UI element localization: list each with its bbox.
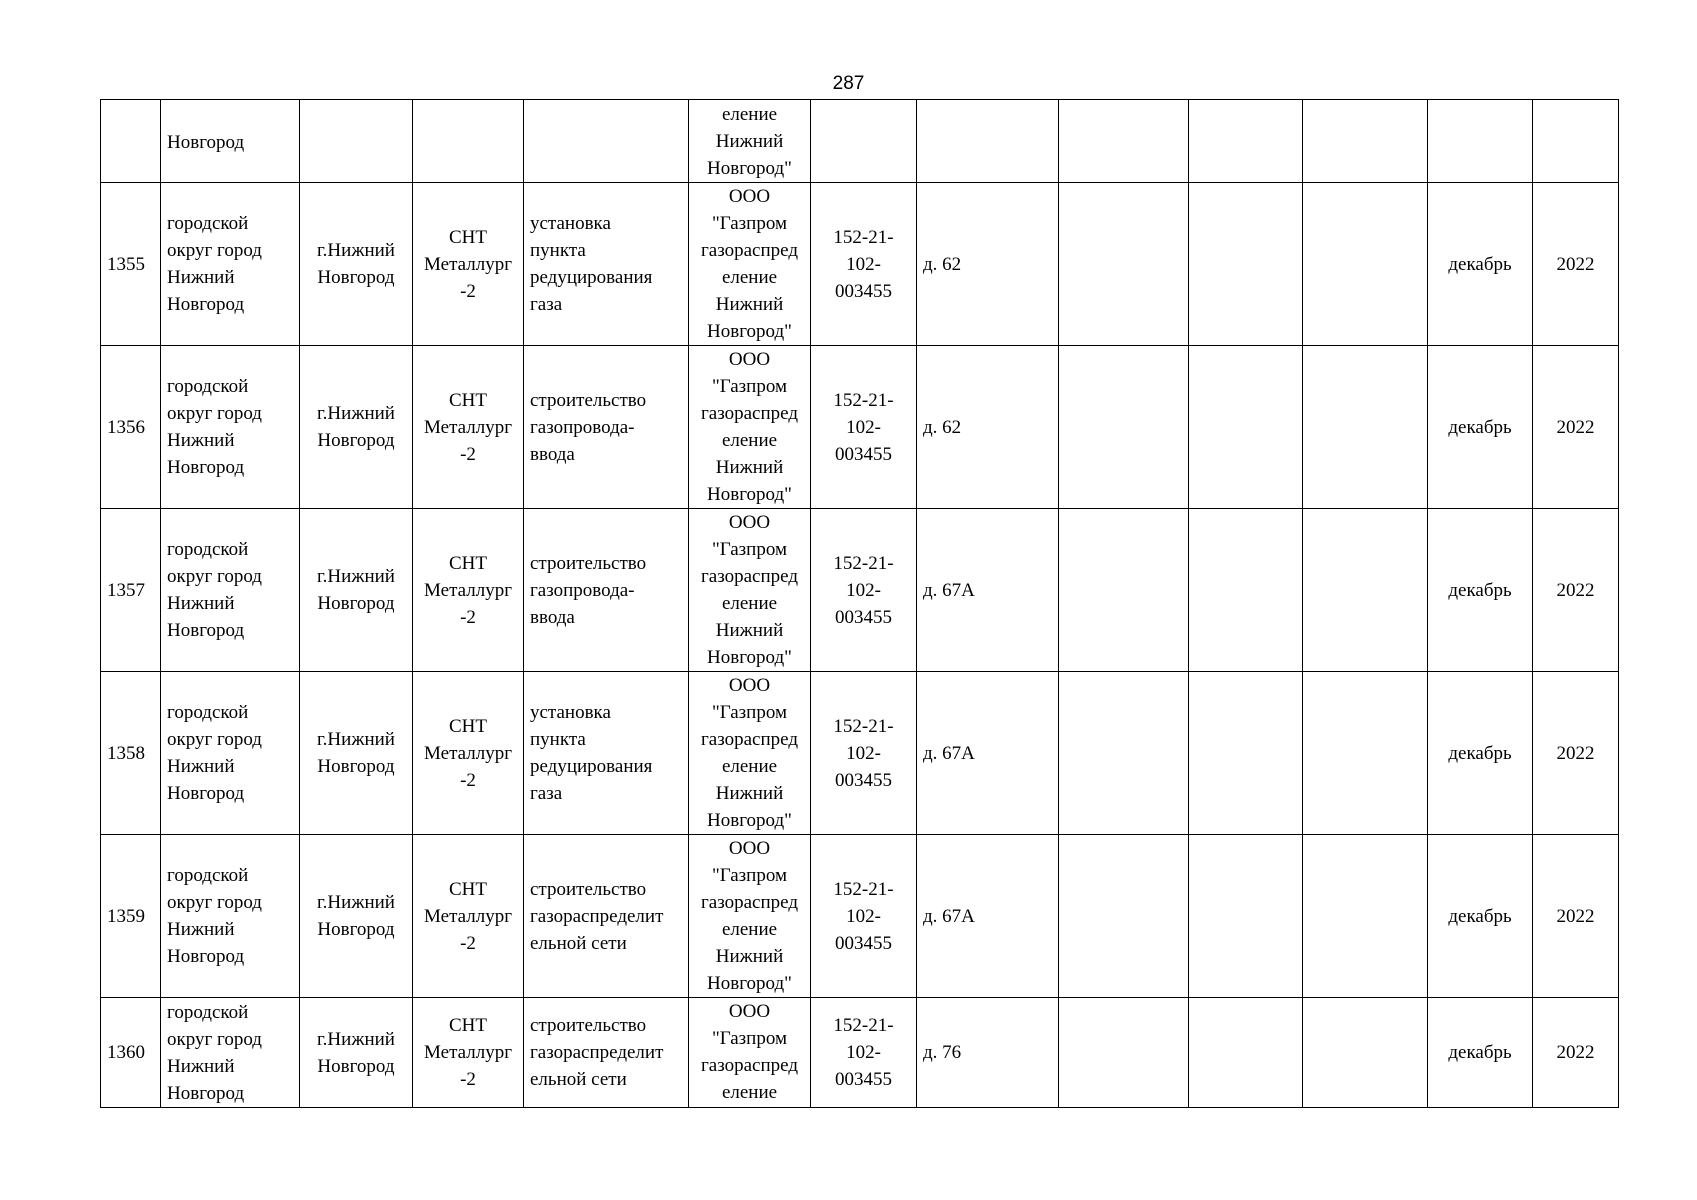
locality-text: г.Нижний Новгород xyxy=(317,566,395,614)
cell-year xyxy=(1533,998,1619,1108)
territory-text: городской округ город Нижний Новгород xyxy=(167,213,262,315)
year-text: 2022 xyxy=(1556,905,1595,927)
table-row xyxy=(101,835,1619,998)
row-number: 1360 xyxy=(107,1042,145,1063)
table-row-continued xyxy=(101,100,1619,183)
cell-organization xyxy=(689,183,811,346)
cell-extra-1 xyxy=(1059,672,1189,835)
cell-number xyxy=(101,672,161,835)
cell-settlement xyxy=(413,998,524,1108)
cell-year xyxy=(1533,183,1619,346)
cell-extra-2 xyxy=(1189,835,1303,998)
cell-address xyxy=(917,100,1059,183)
row-number: 1359 xyxy=(107,905,145,927)
cell-territory xyxy=(161,183,300,346)
month-text: декабрь xyxy=(1448,253,1512,275)
cell-month xyxy=(1428,998,1533,1108)
table-row xyxy=(101,346,1619,509)
year-text: 2022 xyxy=(1556,416,1595,438)
cell-extra-3 xyxy=(1303,672,1428,835)
cell-address xyxy=(917,835,1059,998)
cell-address xyxy=(917,346,1059,509)
work-text: строительство газораспределит ельной сети xyxy=(530,1015,664,1090)
cell-tu-number xyxy=(811,100,917,183)
cell-tu-number xyxy=(811,509,917,672)
cell-territory xyxy=(161,346,300,509)
territory-text: Новгород xyxy=(167,131,245,153)
cell-extra-3 xyxy=(1303,509,1428,672)
cell-work xyxy=(524,672,689,835)
year-text: 2022 xyxy=(1556,742,1595,764)
locality-text: г.Нижний Новгород xyxy=(317,729,395,777)
cell-settlement xyxy=(413,183,524,346)
cell-locality xyxy=(300,100,413,183)
cell-month xyxy=(1428,183,1533,346)
organization-text: ООО "Газпром газораспред еление Нижний Новгород" xyxy=(700,349,798,505)
table-row xyxy=(101,509,1619,672)
tu-number-text: 152-21- 102- 003455 xyxy=(833,1015,894,1090)
cell-extra-2 xyxy=(1189,998,1303,1108)
cell-territory xyxy=(161,998,300,1108)
cell-extra-2 xyxy=(1189,183,1303,346)
row-number: 1358 xyxy=(107,742,145,764)
locality-text: г.Нижний Новгород xyxy=(317,892,395,940)
organization-text: ООО "Газпром газораспред еление Нижний Новгород" xyxy=(700,512,798,668)
territory-text: городской округ город Нижний Новгород xyxy=(167,539,262,641)
cell-organization xyxy=(689,672,811,835)
cell-locality xyxy=(300,183,413,346)
cell-extra-2 xyxy=(1189,672,1303,835)
cell-month xyxy=(1428,346,1533,509)
address-text: д. 76 xyxy=(923,1042,962,1063)
month-text: декабрь xyxy=(1448,1042,1512,1063)
cell-extra-2 xyxy=(1189,346,1303,509)
territory-text: городской округ город Нижний Новгород xyxy=(167,1002,262,1104)
cell-territory xyxy=(161,100,300,183)
page-number: 287 xyxy=(832,73,865,94)
cell-extra-2 xyxy=(1189,509,1303,672)
settlement-text: СНТ Металлург -2 xyxy=(424,226,512,302)
cell-settlement xyxy=(413,346,524,509)
cell-extra-1 xyxy=(1059,509,1189,672)
table-row xyxy=(101,183,1619,346)
address-text: д. 62 xyxy=(923,253,962,275)
cell-tu-number xyxy=(811,346,917,509)
cell-year xyxy=(1533,346,1619,509)
settlement-text: СНТ Металлург -2 xyxy=(424,1015,512,1090)
organization-text: еление Нижний Новгород" xyxy=(707,103,792,179)
cell-extra-1 xyxy=(1059,835,1189,998)
year-text: 2022 xyxy=(1556,1042,1595,1063)
cell-extra-3 xyxy=(1303,346,1428,509)
locality-text: г.Нижний Новгород xyxy=(317,1028,395,1077)
row-number: 1357 xyxy=(107,579,145,601)
settlement-text: СНТ Металлург -2 xyxy=(424,552,512,628)
territory-text: городской округ город Нижний Новгород xyxy=(167,376,262,478)
cell-extra-3 xyxy=(1303,183,1428,346)
cell-number xyxy=(101,100,161,183)
row-number: 1356 xyxy=(107,416,145,438)
cell-address xyxy=(917,183,1059,346)
settlement-text: СНТ Металлург -2 xyxy=(424,715,512,791)
work-text: строительство газораспределит ельной сети xyxy=(530,878,664,954)
cell-tu-number xyxy=(811,835,917,998)
settlement-text: СНТ Металлург -2 xyxy=(424,878,512,954)
row-number: 1355 xyxy=(107,253,145,275)
address-text: д. 62 xyxy=(923,416,962,438)
cell-address xyxy=(917,509,1059,672)
cell-work xyxy=(524,509,689,672)
cell-organization xyxy=(689,835,811,998)
month-text: декабрь xyxy=(1448,579,1512,601)
cell-number xyxy=(101,509,161,672)
cell-settlement xyxy=(413,509,524,672)
table-row xyxy=(101,672,1619,835)
cell-month xyxy=(1428,835,1533,998)
tu-number-text: 152-21- 102- 003455 xyxy=(833,878,894,954)
cell-tu-number xyxy=(811,672,917,835)
year-text: 2022 xyxy=(1556,253,1595,275)
cell-organization xyxy=(689,346,811,509)
cell-locality xyxy=(300,672,413,835)
address-text: д. 67А xyxy=(923,905,975,927)
cell-extra-3 xyxy=(1303,835,1428,998)
cell-organization xyxy=(689,998,811,1108)
cell-settlement xyxy=(413,100,524,183)
cell-work xyxy=(524,835,689,998)
cell-number xyxy=(101,835,161,998)
month-text: декабрь xyxy=(1448,416,1512,438)
cell-organization xyxy=(689,509,811,672)
cell-year xyxy=(1533,100,1619,183)
year-text: 2022 xyxy=(1556,579,1595,601)
month-text: декабрь xyxy=(1448,742,1512,764)
cell-month xyxy=(1428,100,1533,183)
address-text: д. 67А xyxy=(923,742,975,764)
cell-tu-number xyxy=(811,998,917,1108)
locality-text: г.Нижний Новгород xyxy=(317,403,395,451)
cell-address xyxy=(917,672,1059,835)
cell-territory xyxy=(161,672,300,835)
cell-number xyxy=(101,183,161,346)
cell-territory xyxy=(161,509,300,672)
cell-month xyxy=(1428,509,1533,672)
tu-number-text: 152-21- 102- 003455 xyxy=(833,389,894,465)
cell-year xyxy=(1533,509,1619,672)
cell-work xyxy=(524,100,689,183)
cell-extra-1 xyxy=(1059,100,1189,183)
table-row xyxy=(101,998,1619,1108)
cell-extra-1 xyxy=(1059,183,1189,346)
cell-extra-3 xyxy=(1303,100,1428,183)
cell-tu-number xyxy=(811,183,917,346)
cell-year xyxy=(1533,835,1619,998)
cell-territory xyxy=(161,835,300,998)
cell-extra-1 xyxy=(1059,998,1189,1108)
cell-year xyxy=(1533,672,1619,835)
cell-extra-3 xyxy=(1303,998,1428,1108)
organization-text: ООО "Газпром газораспред еление Нижний Новгород" xyxy=(700,838,798,994)
cell-organization xyxy=(689,100,811,183)
cell-work xyxy=(524,998,689,1108)
cell-work xyxy=(524,346,689,509)
cell-settlement xyxy=(413,835,524,998)
tu-number-text: 152-21- 102- 003455 xyxy=(833,226,894,302)
cell-settlement xyxy=(413,672,524,835)
month-text: декабрь xyxy=(1448,905,1512,927)
tu-number-text: 152-21- 102- 003455 xyxy=(833,552,894,628)
cell-address xyxy=(917,998,1059,1108)
cell-number xyxy=(101,346,161,509)
cell-locality xyxy=(300,509,413,672)
work-text: строительство газопровода- ввода xyxy=(530,389,647,465)
cell-locality xyxy=(300,346,413,509)
tu-number-text: 152-21- 102- 003455 xyxy=(833,715,894,791)
cell-locality xyxy=(300,835,413,998)
locality-text: г.Нижний Новгород xyxy=(317,240,395,288)
work-text: установка пункта редуцирования газа xyxy=(530,213,653,315)
cell-month xyxy=(1428,672,1533,835)
cell-extra-2 xyxy=(1189,100,1303,183)
registry-table xyxy=(100,99,1619,1108)
address-text: д. 67А xyxy=(923,579,975,601)
cell-locality xyxy=(300,998,413,1108)
territory-text: городской округ город Нижний Новгород xyxy=(167,702,262,804)
cell-extra-1 xyxy=(1059,346,1189,509)
cell-number xyxy=(101,998,161,1108)
territory-text: городской округ город Нижний Новгород xyxy=(167,865,262,967)
organization-text: ООО "Газпром газораспред еление xyxy=(700,1001,798,1103)
organization-text: ООО "Газпром газораспред еление Нижний Новгород" xyxy=(700,186,798,342)
organization-text: ООО "Газпром газораспред еление Нижний Новгород" xyxy=(700,675,798,831)
work-text: установка пункта редуцирования газа xyxy=(530,702,653,804)
cell-work xyxy=(524,183,689,346)
settlement-text: СНТ Металлург -2 xyxy=(424,389,512,465)
work-text: строительство газопровода- ввода xyxy=(530,552,647,628)
